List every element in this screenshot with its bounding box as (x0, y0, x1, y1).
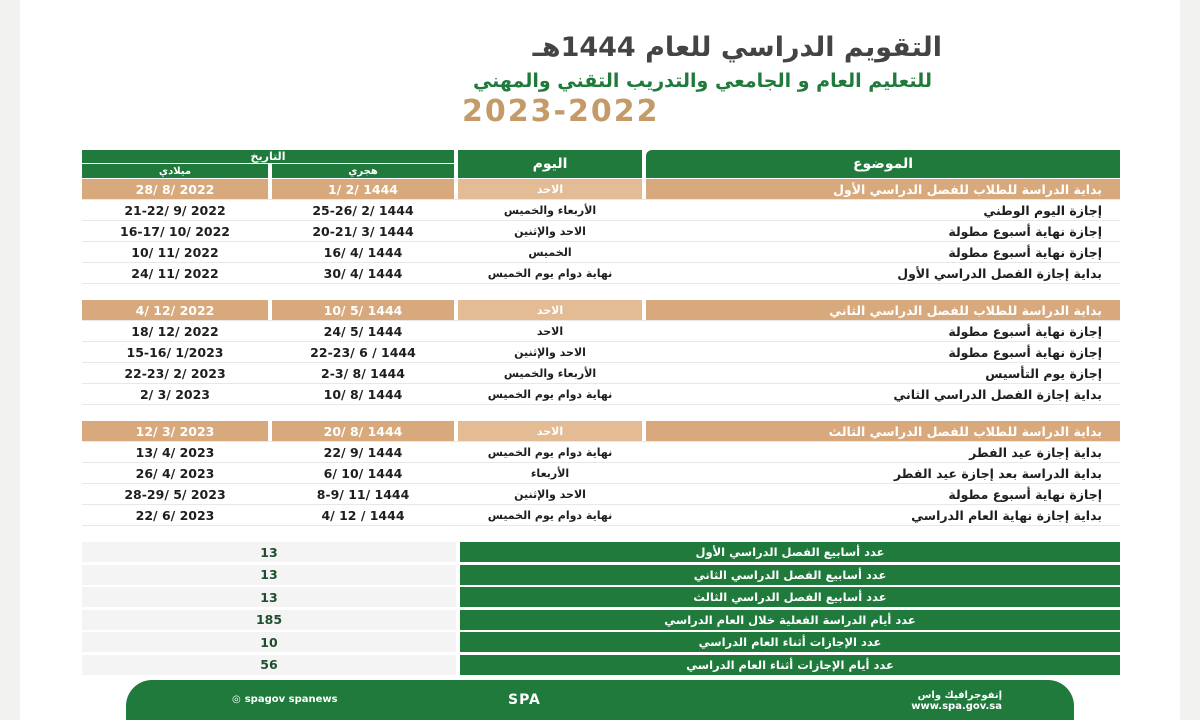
gregorian-date-cell: 15-16/ 1/2023 (126, 344, 224, 360)
page-title: التقويم الدراسي للعام 1444هـ (532, 32, 942, 63)
table-row (82, 363, 1120, 384)
summary-row (82, 542, 1120, 562)
hijri-date-cell: 25-26/ 2/ 1444 (312, 202, 414, 218)
summary-label: عدد أيام الإجازات أثناء العام الدراسي (460, 655, 1120, 675)
summary-label: عدد أيام الدراسة الفعلية خلال العام الدراسي (460, 610, 1120, 630)
table-row (82, 179, 1120, 200)
summary-label: عدد أسابيع الفصل الدراسي الأول (460, 542, 1120, 562)
summary-value: 56 (82, 655, 456, 675)
topic-cell: إجازة نهاية أسبوع مطولة (948, 486, 1102, 502)
social-icons: ◎ (232, 694, 241, 705)
summary-row (82, 610, 1120, 630)
topic-cell: إجازة نهاية أسبوع مطولة (948, 344, 1102, 360)
header-hijri: هجري (272, 164, 454, 178)
summary-label: عدد الإجازات أثناء العام الدراسي (460, 632, 1120, 652)
topic-cell: بداية إجازة الفصل الدراسي الأول (897, 265, 1102, 281)
day-cell: الاحد والإثنين (514, 487, 586, 501)
table-row (82, 421, 1120, 442)
summary-value: 185 (82, 610, 456, 630)
hijri-date-cell: 20-21/ 3/ 1444 (312, 223, 414, 239)
table-row (82, 221, 1120, 242)
day-cell: الأربعاء والخميس (503, 203, 597, 217)
day-cell: الاحد (458, 421, 642, 441)
topic-cell: بداية الدراسة للطلاب للفصل الدراسي الثالث (646, 421, 1120, 441)
table-row (82, 300, 1120, 321)
header-gregorian: ميلادي (82, 164, 268, 178)
site-info: إنفوجرافيك واس www.spa.gov.sa (911, 690, 1002, 712)
day-cell: الاحد (458, 300, 642, 320)
gregorian-date-cell: 22-23/ 2/ 2023 (124, 365, 226, 381)
table-row (82, 484, 1120, 505)
topic-cell: إجازة اليوم الوطني (983, 202, 1102, 218)
semester-1-table (82, 179, 1120, 284)
summary-row (82, 632, 1120, 652)
summary-table (82, 542, 1120, 677)
academic-year: 2023-2022 (462, 94, 660, 129)
hijri-date-cell: 8-9/ 11/ 1444 (316, 486, 410, 502)
summary-row (82, 655, 1120, 675)
day-cell: الاحد (458, 179, 642, 199)
topic-cell: إجازة نهاية أسبوع مطولة (948, 223, 1102, 239)
topic-cell: بداية الدراسة للطلاب للفصل الدراسي الأول (646, 179, 1120, 199)
day-cell: نهاية دوام يوم الخميس (487, 387, 613, 401)
hijri-date-cell: 1/ 2/ 1444 (272, 179, 454, 199)
hijri-date-cell: 20/ 8/ 1444 (272, 421, 454, 441)
table-row (82, 442, 1120, 463)
hijri-date-cell: 16/ 4/ 1444 (323, 244, 403, 260)
gregorian-date-cell: 21-22/ 9/ 2022 (124, 202, 226, 218)
table-row (82, 505, 1120, 526)
table-row (82, 200, 1120, 221)
header-date: التاريخ (82, 150, 454, 163)
gregorian-date-cell: 2/ 3/ 2023 (139, 386, 211, 402)
topic-cell: إجازة يوم التأسيس (985, 365, 1102, 381)
gregorian-date-cell: 24/ 11/ 2022 (131, 265, 219, 281)
day-cell: الخميس (528, 245, 572, 259)
summary-value: 13 (82, 565, 456, 585)
topic-cell: إجازة نهاية أسبوع مطولة (948, 244, 1102, 260)
header-topic: الموضوع (646, 150, 1120, 178)
hijri-date-cell: 22-23/ 6 / 1444 (310, 344, 416, 360)
left-margin (0, 0, 20, 720)
hijri-date-cell: 22/ 9/ 1444 (323, 444, 403, 460)
summary-row (82, 587, 1120, 607)
gregorian-date-cell: 28-29/ 5/ 2023 (124, 486, 226, 502)
summary-label: عدد أسابيع الفصل الدراسي الثاني (460, 565, 1120, 585)
header-day: اليوم (458, 150, 642, 178)
topic-cell: بداية الدراسة بعد إجازة عيد الفطر (893, 465, 1102, 481)
table-header (82, 150, 1120, 178)
topic-cell: بداية إجازة عيد الفطر (969, 444, 1102, 460)
right-margin (1180, 0, 1200, 720)
gregorian-date-cell: 28/ 8/ 2022 (82, 179, 268, 199)
day-cell: نهاية دوام يوم الخميس (487, 266, 613, 280)
agency-logo: SPA (508, 692, 541, 708)
gregorian-date-cell: 26/ 4/ 2023 (135, 465, 215, 481)
day-cell: نهاية دوام يوم الخميس (487, 445, 613, 459)
topic-cell: بداية إجازة نهاية العام الدراسي (911, 507, 1102, 523)
table-row (82, 384, 1120, 405)
footer-bar (126, 680, 1074, 720)
hijri-date-cell: 10/ 5/ 1444 (272, 300, 454, 320)
topic-cell: بداية إجازة الفصل الدراسي الثاني (893, 386, 1102, 402)
gregorian-date-cell: 22/ 6/ 2023 (135, 507, 215, 523)
page-subtitle: للتعليم العام و الجامعي والتدريب التقني والمهني (472, 70, 932, 92)
semester-2-table (82, 300, 1120, 405)
table-row (82, 242, 1120, 263)
gregorian-date-cell: 12/ 3/ 2023 (82, 421, 268, 441)
table-row (82, 463, 1120, 484)
summary-value: 13 (82, 542, 456, 562)
semester-3-table (82, 421, 1120, 526)
hijri-date-cell: 2-3/ 8/ 1444 (321, 365, 405, 381)
day-cell: الاحد (536, 324, 564, 338)
summary-value: 10 (82, 632, 456, 652)
gregorian-date-cell: 4/ 12/ 2022 (82, 300, 268, 320)
hijri-date-cell: 10/ 8/ 1444 (323, 386, 403, 402)
hijri-date-cell: 24/ 5/ 1444 (323, 323, 403, 339)
day-cell: نهاية دوام يوم الخميس (487, 508, 613, 522)
hijri-date-cell: 6/ 10/ 1444 (323, 465, 403, 481)
topic-cell: إجازة نهاية أسبوع مطولة (948, 323, 1102, 339)
social-handles: ◎ spagov spanews (232, 694, 338, 705)
summary-value: 13 (82, 587, 456, 607)
day-cell: الأربعاء والخميس (503, 366, 597, 380)
gregorian-date-cell: 10/ 11/ 2022 (131, 244, 219, 260)
table-row (82, 263, 1120, 284)
summary-label: عدد أسابيع الفصل الدراسي الثالث (460, 587, 1120, 607)
topic-cell: بداية الدراسة للطلاب للفصل الدراسي الثاني (646, 300, 1120, 320)
hijri-date-cell: 30/ 4/ 1444 (323, 265, 403, 281)
hijri-date-cell: 4/ 12 / 1444 (321, 507, 405, 523)
gregorian-date-cell: 13/ 4/ 2023 (135, 444, 215, 460)
gregorian-date-cell: 18/ 12/ 2022 (131, 323, 219, 339)
table-row (82, 342, 1120, 363)
day-cell: الاحد والإثنين (514, 345, 586, 359)
day-cell: الاحد والإثنين (514, 224, 586, 238)
day-cell: الأربعاء (530, 466, 570, 480)
gregorian-date-cell: 16-17/ 10/ 2022 (120, 223, 230, 239)
table-row (82, 321, 1120, 342)
summary-row (82, 565, 1120, 585)
